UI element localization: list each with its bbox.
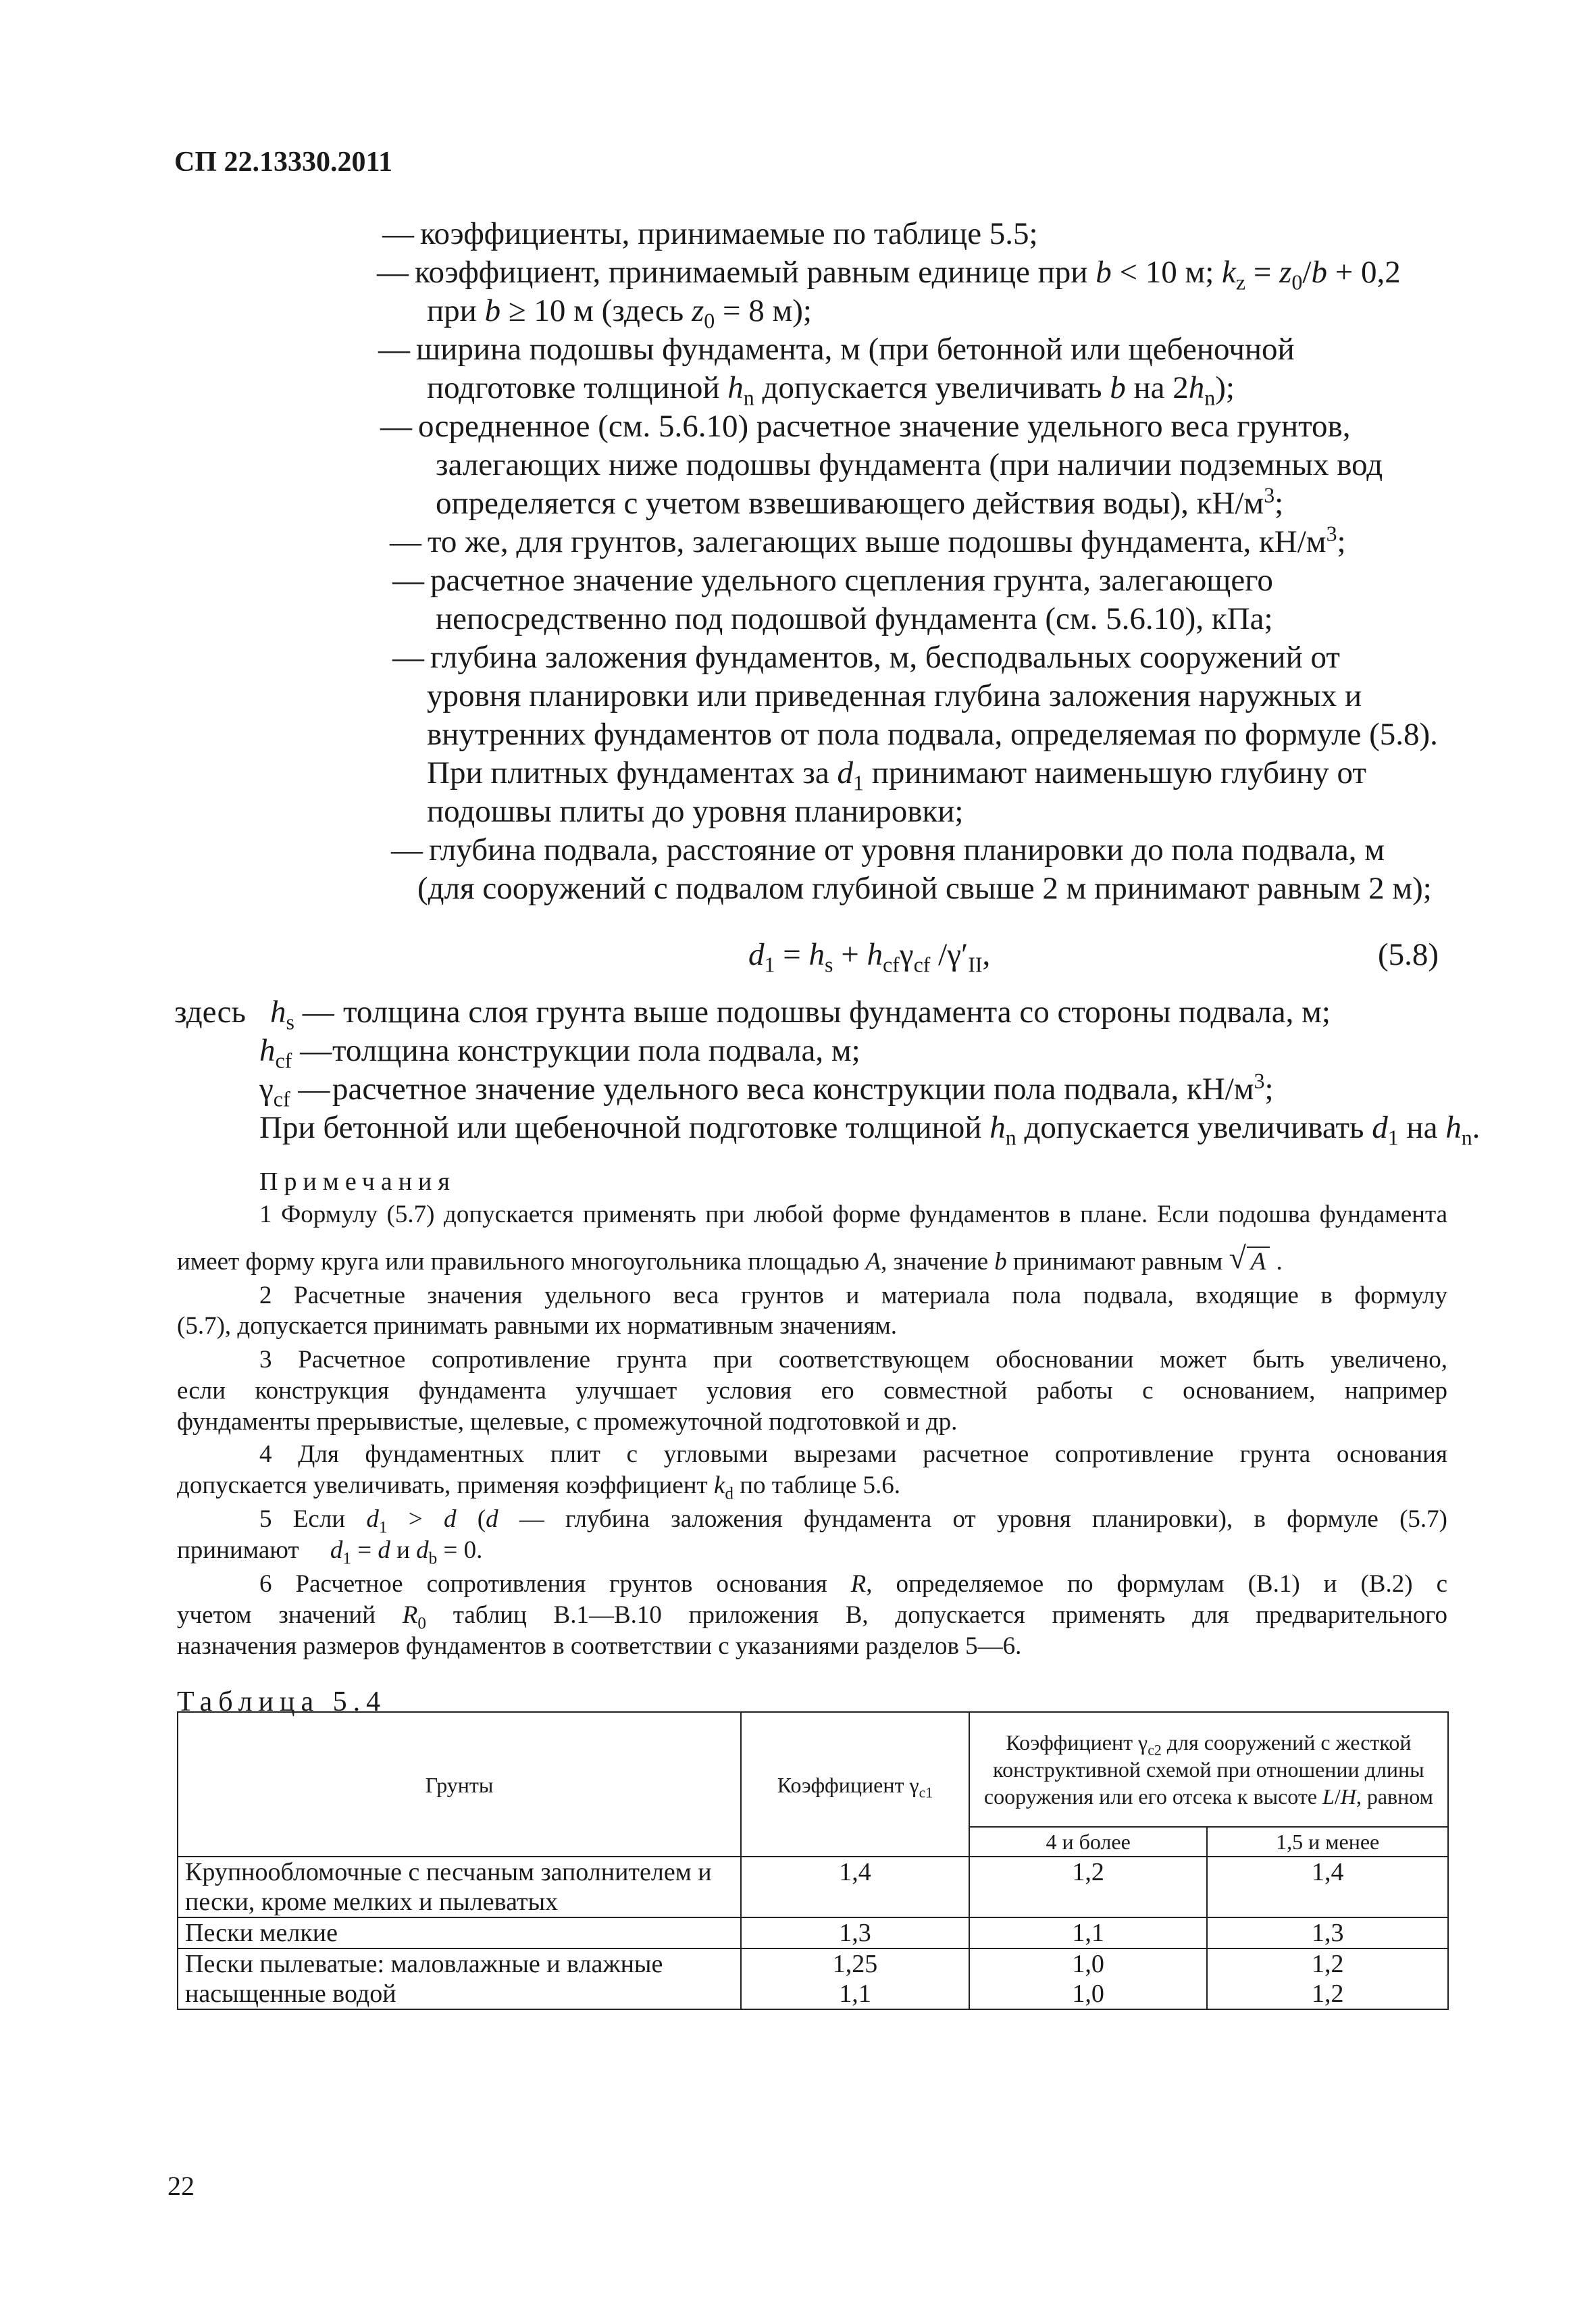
header-sub-4-and-more: 4 и более [969, 1827, 1208, 1857]
formula-number: (5.8) [1378, 937, 1439, 972]
header-gamma-c2: Коэффициент $\gamma_{c2}$ для сооружений с жесткой конструктивной схемой при отношении длины сооружения или его отсека к высоте L/H, равном [969, 1712, 1448, 1827]
definition-dash: — [391, 832, 423, 867]
definition-dash: — [377, 255, 409, 290]
table-5-4 [177, 1711, 1449, 2010]
note-line: 3 Расчетное сопротивление грунта при соответствующем обосновании может быть увеличено, [259, 1346, 1447, 1374]
note-line: 2 Расчетные значения удельного веса грунтов и материала пола подвала, входящие в формулу [259, 1282, 1447, 1309]
definition-text-line: при b ≥ 10 м (здесь $z_0 = 8$ м); [427, 293, 812, 333]
cell-soil [178, 1857, 741, 1917]
cell-gamma-c1 [741, 1857, 969, 1917]
definition-text-line: определяется с учетом взвешивающего действия воды), $кН/м^3$; [436, 483, 1284, 521]
definition-text-line: ширина подошвы фундамента, м (при бетонной или щебеночной [416, 332, 1295, 367]
cell-gamma-c2-4-and-more [969, 1948, 1208, 2009]
cell-gamma-c2-1-5-and-less [1207, 1857, 1448, 1917]
definition-text-line: глубина подвала, расстояние от уровня планировки до пола подвала, м [429, 832, 1385, 867]
definition-dash: — [392, 563, 424, 598]
cell-soil [178, 1917, 741, 1948]
note-line: 6 Расчетное сопротивления грунтов основания R, определяемое по формулам (В.1) и (В.2) с [259, 1570, 1447, 1598]
note-line: допускается увеличивать, применяя коэффициент $k_d$ по таблице 5.6. [177, 1472, 900, 1503]
here-symbol: $h_s$ — [270, 995, 334, 1034]
here-text: толщина слоя грунта выше подошвы фундамента со стороны подвала, м; [343, 995, 1331, 1030]
definition-text-line: залегающих ниже подошвы фундамента (при наличии подземных вод [436, 447, 1383, 482]
definition-text-line: При плитных фундаментах за $d_1$ принимают наименьшую глубину от [427, 755, 1366, 795]
here-closing: При бетонной или щебеночной подготовке толщиной $h_n$ допускается увеличивать $d_1$ на $h_n$. [259, 1110, 1481, 1150]
definition-text-line: осредненное (см. 5.6.10) расчетное значение удельного веса грунтов, [418, 409, 1351, 444]
note-line: принимают $d_1 = d$ и $d_b = 0$. [177, 1536, 483, 1568]
definition-text-line: непосредственно под подошвой фундамента (см. 5.6.10), кПа; [436, 601, 1273, 636]
table-body [178, 1857, 1448, 2009]
cell-gamma-c1 [741, 1917, 969, 1948]
document-code: СП 22.13330.2011 [174, 147, 393, 178]
cell-gamma-c2-1-5-and-less [1207, 1917, 1448, 1948]
cell-value: 1,0 [1072, 1980, 1104, 2008]
here-text: толщина конструкции пола подвала, м; [332, 1033, 860, 1068]
cell-value: 1,3 [1311, 1919, 1344, 1947]
definition-text-line: подготовке толщиной $h_n$ допускается увеличивать b на $2h_n$); [427, 370, 1235, 410]
table-row [178, 1948, 1448, 2009]
header-gamma-c1 [741, 1712, 969, 1857]
cell-gamma-c2-1-5-and-less [1207, 1948, 1448, 2009]
cell-value: 1,0 [1072, 1950, 1104, 1978]
here-symbol: $h_{cf}$ — [259, 1033, 332, 1073]
definition-text-line: (для сооружений с подвалом глубиной свыше 2 м принимают равным 2 м); [417, 871, 1432, 906]
cell-gamma-c2-4-and-more [969, 1857, 1208, 1917]
definition-dash: — [390, 524, 421, 559]
formula-expression: $d_1 = h_s + h_{cf}\gamma_{cf}$ $/\gamma'_{II}$, [748, 937, 991, 977]
definition-text-line: подошвы плиты до уровня планировки; [427, 794, 964, 829]
page-number: 22 [168, 2171, 195, 2201]
note-line: имеет форму круга или правильного многоугольника площадью A, значение b принимают равным √ A . [177, 1247, 1283, 1277]
definition-dash: — [378, 332, 410, 367]
here-text: расчетное значение удельного веса конструкции пола подвала, $кН/м^3$; [332, 1069, 1274, 1107]
formula [748, 936, 991, 977]
note-line: учетом значений $R_0$ таблиц В.1—В.10 приложения В, допускается применять для предварительного [177, 1601, 1447, 1633]
definition-dash: — [380, 409, 412, 444]
cell-value: 1,1 [839, 1980, 871, 2008]
note-line: назначения размеров фундаментов в соответствии с указаниями разделов 5—6. [177, 1632, 1022, 1660]
table-row [178, 1917, 1448, 1948]
note-line: фундаменты прерывистые, щелевые, с промежуточной подготовкой и др. [177, 1408, 958, 1436]
cell-value: 1,1 [1072, 1919, 1104, 1947]
header-sub-1-5-and-less: 1,5 и менее [1207, 1827, 1448, 1857]
note-line: 1 Формулу (5.7) допускается применять при любой форме фундаментов в плане. Если подошва фундамента [259, 1201, 1447, 1228]
definition-dash: — [392, 640, 424, 675]
cell-value: 1,25 [832, 1950, 878, 1978]
note-line: 5 Если $d_1 > d$ (d — глубина заложения фундамента от уровня планировки), в формуле (5.7) [259, 1505, 1447, 1537]
definition-dash: — [382, 216, 414, 251]
definition-text-line: коэффициенты, принимаемые по таблице 5.5; [420, 216, 1038, 251]
cell-value: 1,2 [1311, 1950, 1344, 1978]
cell-value: 1,2 [1311, 1980, 1344, 2008]
definition-text-line: расчетное значение удельного сцепления грунта, залегающего [430, 563, 1273, 598]
note-line: если конструкция фундамента улучшает условия его совместной работы с основанием, например [177, 1377, 1447, 1405]
definition-text-line: то же, для грунтов, залегающих выше подошвы фундамента, $кН/м^3$; [428, 522, 1346, 559]
definition-text-line: глубина заложения фундаментов, м, бесподвальных сооружений от [430, 640, 1340, 675]
cell-soil [178, 1948, 741, 2009]
definition-text-line: коэффициент, принимаемый равным единице при b < 10 м; $k_z = z_0/b + 0,2$ [415, 255, 1401, 295]
cell-value: 1,2 [1072, 1858, 1104, 1886]
cell-value: Крупнообломочные с песчаным заполнителем и пески, кроме мелких и пылеватых [185, 1858, 712, 1916]
definition-text-line: уровня планировки или приведенная глубина заложения наружных и [427, 678, 1362, 713]
notes-heading: Примечания [259, 1167, 456, 1196]
cell-value: 1,4 [839, 1858, 871, 1886]
header-soils-label: Грунты [425, 1773, 494, 1797]
table-caption: Таблица 5.4 [177, 1686, 387, 1717]
header-soils [178, 1712, 741, 1857]
cell-value: Пески пылеватые: маловлажные и влажные насыщенные водой [185, 1950, 663, 2008]
table-row [178, 1857, 1448, 1917]
here-prefix: здесь [174, 995, 246, 1030]
note-line: (5.7), допускается принимать равными их нормативным значениям. [177, 1312, 898, 1340]
cell-value: Пески мелкие [185, 1919, 338, 1947]
note-line: 4 Для фундаментных плит с угловыми вырезами расчетное сопротивление грунта основания [259, 1440, 1447, 1468]
cell-gamma-c1 [741, 1948, 969, 2009]
cell-value: 1,3 [839, 1919, 871, 1947]
cell-gamma-c2-4-and-more [969, 1917, 1208, 1948]
header-gamma-c1-label: Коэффициент $\gamma_{c1}$ [777, 1773, 933, 1801]
definition-text-line: внутренних фундаментов от пола подвала, определяемая по формуле (5.8). [427, 717, 1438, 752]
cell-value: 1,4 [1311, 1858, 1344, 1886]
here-symbol: $\gamma_{cf}$ — [259, 1072, 330, 1111]
